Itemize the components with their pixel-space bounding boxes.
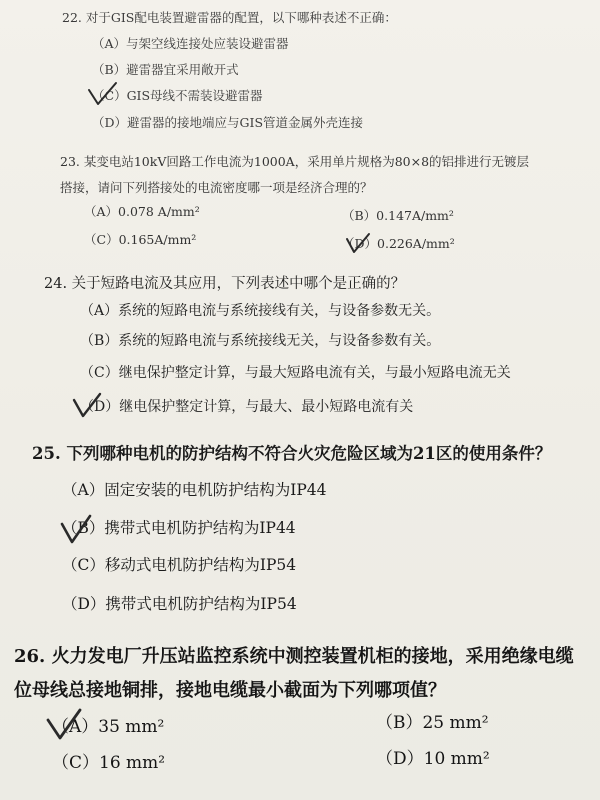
- question-22-option-b: （B）避雷器宜采用敞开式: [92, 62, 239, 77]
- question-22-option-a: （A）与架空线连接处应装设避雷器: [92, 36, 289, 51]
- question-23-option-c: （C）0.165A/mm²: [84, 232, 197, 247]
- question-24-option-b: （B）系统的短路电流与系统接线无关，与设备参数有关。: [80, 333, 441, 349]
- question-25-option-b: （B）携带式电机防护结构为IP44: [62, 519, 296, 537]
- question-24-option-c: （C）继电保护整定计算，与最大短路电流有关，与最小短路电流无关: [80, 365, 511, 381]
- question-22-option-c: （C）GIS母线不需装设避雷器: [92, 88, 263, 103]
- question-26-option-b: （B）25 mm²: [376, 713, 489, 733]
- question-23-option-d: （D）0.226A/mm²: [342, 236, 455, 251]
- question-26-option-a: （A）35 mm²: [52, 717, 165, 737]
- question-23-stem: 23. 某变电站10kV回路工作电流为1000A，采用单片规格为80×8的铝排进行无镀层: [60, 154, 530, 169]
- question-25-option-a: （A）固定安装的电机防护结构为IP44: [62, 481, 327, 499]
- question-26-stem-line2: 位母线总接地铜排，接地电缆最小截面为下列哪项值？: [14, 680, 446, 701]
- question-25-option-d: （D）携带式电机防护结构为IP54: [62, 595, 297, 613]
- question-26-option-c: （C）16 mm²: [52, 753, 166, 773]
- question-23-stem-line2: 搭接，请问下列搭接处的电流密度哪一项是经济合理的？: [60, 180, 373, 195]
- question-25-stem: 25. 下列哪种电机的防护结构不符合火灾危险区域为21区的使用条件？: [32, 444, 552, 463]
- question-25-option-c: （C）移动式电机防护结构为IP54: [62, 556, 297, 574]
- question-24-stem: 24. 关于短路电流及其应用，下列表述中哪个是正确的？: [44, 276, 406, 292]
- question-22-option-d: （D）避雷器的接地端应与GIS管道金属外壳连接: [92, 115, 364, 130]
- question-23-option-b: （B）0.147A/mm²: [342, 208, 454, 223]
- question-26-option-d: （D）10 mm²: [376, 749, 490, 769]
- question-24-option-a: （A）系统的短路电流与系统接线有关，与设备参数无关。: [80, 303, 441, 319]
- question-24-option-d: （D）继电保护整定计算，与最大、最小短路电流有关: [80, 399, 414, 415]
- question-23-option-a: （A）0.078 A/mm²: [84, 204, 200, 219]
- question-26-stem: 26. 火力发电厂升压站监控系统中测控装置机柜的接地，采用绝缘电缆: [14, 646, 574, 667]
- question-22-stem: 22. 对于GIS配电装置避雷器的配置，以下哪种表述不正确：: [62, 10, 397, 25]
